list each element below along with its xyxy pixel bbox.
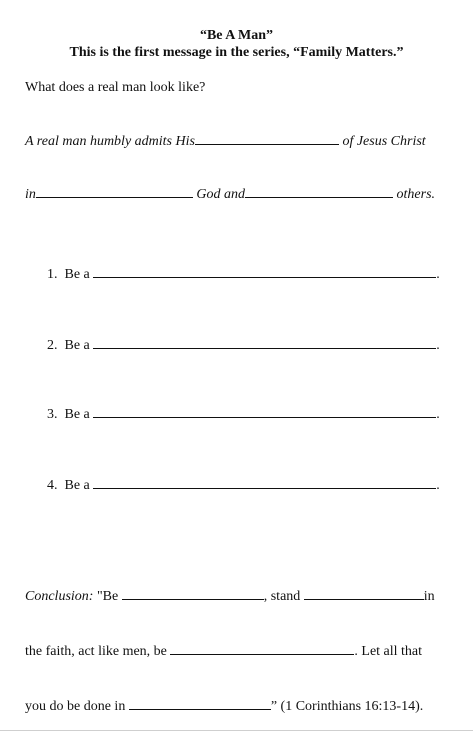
list-number: 4. [47,478,58,493]
fill-blank-3[interactable] [245,186,393,198]
fill-blank-5[interactable] [304,588,424,600]
fill-blank-2[interactable] [36,186,193,198]
list-prefix: Be a [64,267,90,282]
list-prefix: Be a [64,478,90,493]
conclusion-done-in: you do be done in [25,699,126,714]
conclusion-line-1 [25,588,435,605]
conclusion-be: "Be [93,589,119,604]
list-prefix: Be a [64,338,90,353]
page-title: “Be A Man” [199,28,274,43]
fill-blank-7[interactable] [129,698,271,710]
list-blank[interactable] [93,406,436,418]
conclusion-line-3 [25,698,423,715]
fill-blank-4[interactable] [122,588,264,600]
conclusion-line-2 [25,643,422,660]
statement-text-end: of Jesus Christ [342,134,426,149]
list-item [47,477,440,494]
list-period: . [436,478,440,493]
conclusion-reference: ” (1 Corinthians 16:13-14). [270,699,424,714]
statement-text-in: in [25,187,36,202]
list-item [47,337,440,354]
statement-line-1 [25,133,426,150]
conclusion-label: Conclusion: [25,589,94,604]
conclusion-in: in [423,589,435,604]
fill-blank-1[interactable] [195,133,339,145]
list-blank[interactable] [93,477,436,489]
list-prefix: Be a [64,407,90,422]
statement-text-others: others. [396,187,436,202]
conclusion-let-all: . Let all that [354,644,423,659]
list-period: . [436,267,440,282]
list-item [47,406,440,423]
conclusion-stand: , stand [263,589,301,604]
list-blank[interactable] [93,266,436,278]
intro-question: What does a real man look like? [25,80,206,95]
list-number: 3. [47,407,58,422]
statement-text-god: God and [196,187,246,202]
list-period: . [436,338,440,353]
list-period: . [436,407,440,422]
statement-text-start: A real man humbly admits His [25,134,195,149]
list-number: 1. [47,267,58,282]
fill-blank-6[interactable] [170,643,354,655]
statement-line-2 [25,186,435,203]
list-blank[interactable] [93,337,436,349]
conclusion-faith-text: the faith, act like men, be [25,644,167,659]
page-subtitle: This is the first message in the series, “Family Matters.” [69,45,404,60]
list-item [47,266,440,283]
list-number: 2. [47,338,58,353]
page-bottom-divider [0,730,473,731]
